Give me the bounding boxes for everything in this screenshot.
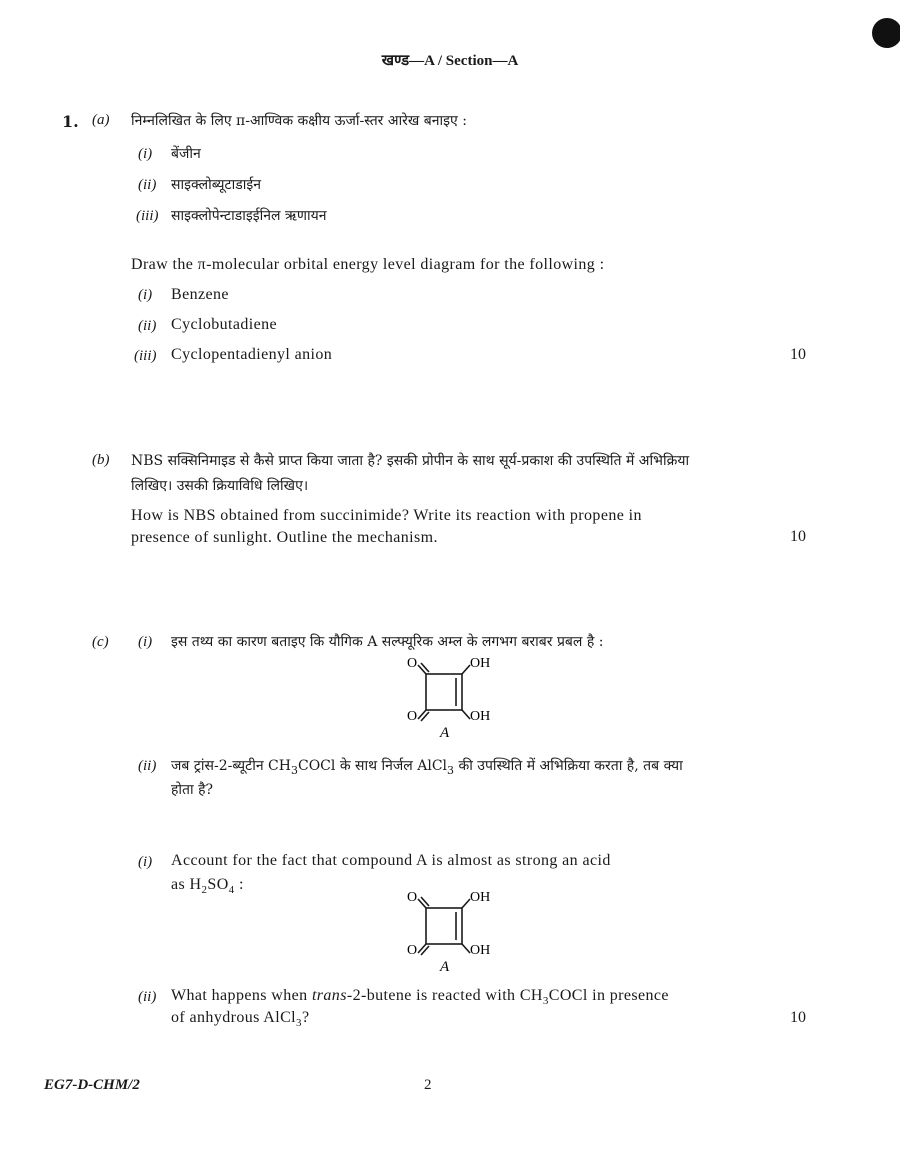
- paper-code: EG7-D-CHM/2: [44, 1077, 140, 1093]
- english-c-i-line2: as $H_2SO_4$ :: [171, 876, 244, 897]
- hindi-item-label: (i): [138, 146, 153, 162]
- oxygen-label: O: [407, 943, 418, 958]
- english-c-ii-line2: of anhydrous AlCl$_3$?: [171, 1009, 310, 1030]
- page-number: 2: [424, 1077, 432, 1093]
- hindi-c-ii-label: (ii): [138, 758, 157, 774]
- hindi-item-text: साइक्लोपेन्टाडाइईनिल ऋणायन: [171, 208, 327, 224]
- oxygen-label: O: [407, 656, 418, 671]
- english-c-ii-label: (ii): [138, 989, 157, 1005]
- compound-label: A: [440, 959, 450, 975]
- hindi-c-ii-line2: होता है?: [171, 782, 214, 798]
- hydroxyl-label: OH: [470, 656, 491, 671]
- oxygen-label: O: [407, 890, 418, 905]
- part-b-hindi-line1: NBS सक्सिनिमाइड से कैसे प्राप्त किया जाता है? इसकी प्रोपीन के साथ सूर्य-प्रकाश की उपस्थिति में अभिक्रिया: [131, 453, 690, 469]
- question-number: 1.: [62, 112, 79, 131]
- part-b-label: (b): [92, 452, 110, 468]
- part-c-label: (c): [92, 634, 109, 650]
- part-b-english-line2: presence of sunlight. Outline the mechanism.: [131, 529, 438, 546]
- hydroxyl-label: OH: [470, 709, 491, 724]
- part-b-hindi-line2: लिखिए। उसकी क्रियाविधि लिखिए।: [131, 478, 309, 494]
- printed-dot: [872, 18, 900, 48]
- hindi-item-label: (ii): [138, 177, 157, 193]
- part-a-hindi-stem: निम्नलिखित के लिए π-आण्विक कक्षीय ऊर्जा-स्तर आरेख बनाइए :: [131, 113, 467, 129]
- compound-a-structure: [396, 652, 506, 744]
- english-item-text: Benzene: [171, 286, 229, 303]
- part-a-english-stem: Draw the π-molecular orbital energy level diagram for the following :: [131, 256, 605, 273]
- marks-a: 10: [790, 346, 806, 363]
- hydroxyl-label: OH: [470, 943, 491, 958]
- hindi-item-text: साइक्लोब्यूटाडाईन: [171, 177, 261, 193]
- hydroxyl-label: OH: [470, 890, 491, 905]
- english-item-label: (ii): [138, 318, 157, 334]
- english-item-text: Cyclopentadienyl anion: [171, 346, 333, 363]
- hindi-c-ii-line1: जब ट्रांस-2-ब्यूटीन $CH_3COCl$ के साथ निर्जल AlCl$_3$ की उपस्थिति में अभिक्रिया करता है, तब क्या: [171, 758, 683, 777]
- english-c-ii-line1: What happens when trans-2-butene is reacted with $CH_3COCl$ in presence: [171, 987, 669, 1008]
- compound-label: A: [440, 725, 450, 741]
- english-item-label: (i): [138, 287, 153, 303]
- english-c-i-line1: Account for the fact that compound A is almost as strong an acid: [171, 852, 611, 869]
- marks-b: 10: [790, 528, 806, 545]
- section-header: खण्ड—A / Section—A: [381, 53, 519, 69]
- oxygen-label: O: [407, 709, 418, 724]
- hindi-c-i-label: (i): [138, 634, 153, 650]
- compound-a-structure: [396, 886, 506, 978]
- hindi-item-label: (iii): [136, 208, 159, 224]
- part-b-english-line1: How is NBS obtained from succinimide? Write its reaction with propene in: [131, 507, 642, 524]
- hindi-item-text: बेंजीन: [171, 146, 201, 162]
- part-a-label: (a): [92, 112, 110, 128]
- english-c-i-label: (i): [138, 854, 153, 870]
- english-item-label: (iii): [134, 348, 157, 364]
- hindi-c-i-text: इस तथ्य का कारण बताइए कि यौगिक A सल्फ्यूरिक अम्ल के लगभग बराबर प्रबल है :: [171, 634, 604, 650]
- english-item-text: Cyclobutadiene: [171, 316, 278, 333]
- marks-c: 10: [790, 1009, 806, 1026]
